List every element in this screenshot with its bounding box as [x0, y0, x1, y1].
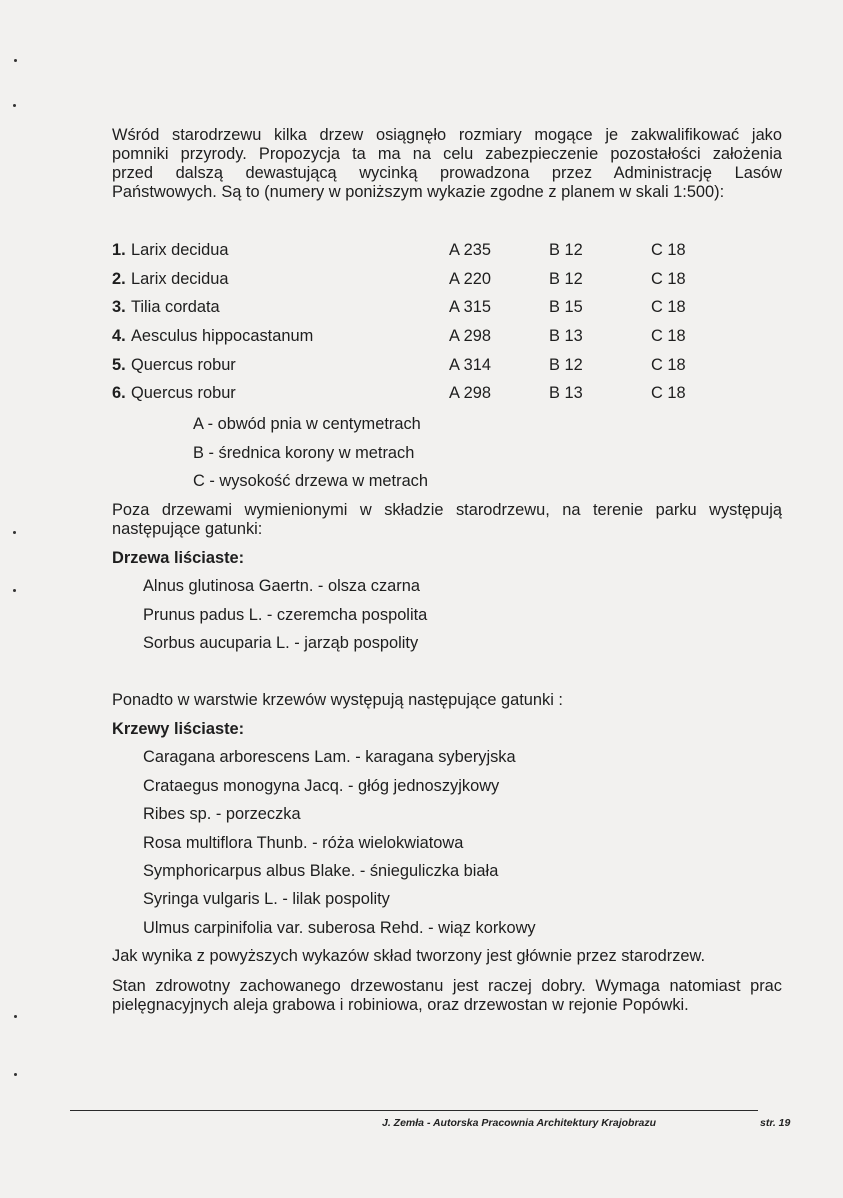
- trunk-circumference: A 235: [449, 241, 491, 259]
- intro-paragraph: [112, 126, 782, 202]
- trunk-circumference: A 298: [449, 327, 491, 346]
- tree-number: 3.: [112, 298, 126, 317]
- tree-species: Aesculus hippocastanum: [131, 327, 314, 346]
- table-row: [112, 240, 712, 269]
- scan-speck: [13, 104, 16, 107]
- legend-item-b: B - średnica korony w metrach: [193, 444, 415, 462]
- trunk-circumference: A 220: [449, 269, 491, 288]
- list-item: Caragana arborescens Lam. - karagana syberyjska: [143, 748, 516, 766]
- other-trees-line: Poza drzewami wymienionymi w składzie starodrzewu, na terenie parku występują: [112, 501, 782, 519]
- other-trees-paragraph: [112, 501, 782, 539]
- legend-item-a: A - obwód pnia w centymetrach: [193, 415, 421, 433]
- tree-number: 1.: [112, 241, 126, 259]
- crown-diameter: B 13: [549, 327, 583, 346]
- table-row: [112, 383, 712, 412]
- tree-height: C 18: [651, 298, 686, 317]
- tree-number: 5.: [112, 355, 126, 374]
- list-item: Syringa vulgaris L. - lilak pospolity: [143, 890, 390, 908]
- deciduous-trees-heading: Drzewa liściaste:: [112, 549, 245, 567]
- intro-line: Państwowych. Są to (numery w poniższym wykazie zgodne z planem w skali 1:500):: [112, 183, 725, 201]
- table-row: [112, 355, 712, 384]
- tree-height: C 18: [651, 269, 686, 288]
- tree-height: C 18: [651, 241, 686, 259]
- list-item: Prunus padus L. - czeremcha pospolita: [143, 606, 428, 624]
- intro-line: pomniki przyrody. Propozycja ta ma na celu zabezpieczenie pozostałości założenia: [112, 145, 782, 163]
- scan-speck: [14, 1015, 17, 1018]
- tree-height: C 18: [651, 384, 686, 403]
- scan-speck: [14, 59, 17, 62]
- intro-line: Wśród starodrzewu kilka drzew osiągnęło rozmiary mogące je zakwalifikować jako: [112, 126, 782, 144]
- list-item: Ulmus carpinifolia var. suberosa Rehd. - wiąz korkowy: [143, 919, 536, 937]
- footer-author: J. Zemła - Autorska Pracownia Architektury Krajobrazu: [382, 1117, 657, 1129]
- conclusion-text: Jak wynika z powyższych wykazów skład tworzony jest głównie przez starodrzew.: [112, 947, 706, 965]
- scan-speck: [13, 589, 16, 592]
- crown-diameter: B 12: [549, 355, 583, 374]
- monument-trees-table: [112, 240, 712, 412]
- condition-line: Stan zdrowotny zachowanego drzewostanu jest raczej dobry. Wymaga natomiast prac: [112, 977, 782, 995]
- list-item: Ribes sp. - porzeczka: [143, 805, 301, 823]
- table-row: [112, 297, 712, 326]
- crown-diameter: B 12: [549, 269, 583, 288]
- scan-speck: [14, 1073, 17, 1076]
- footer-divider: [70, 1110, 758, 1111]
- tree-species: Quercus robur: [131, 384, 236, 403]
- scan-speck: [13, 531, 16, 534]
- table-row: [112, 269, 712, 298]
- list-item: Crataegus monogyna Jacq. - głóg jednoszyjkowy: [143, 777, 500, 795]
- crown-diameter: B 13: [549, 384, 583, 403]
- other-trees-line: następujące gatunki:: [112, 520, 263, 538]
- tree-number: 6.: [112, 384, 126, 403]
- deciduous-shrubs-heading: Krzewy liściaste:: [112, 720, 245, 738]
- intro-line: przed dalszą dewastującą wycinką prowadzona przez Administrację Lasów: [112, 164, 782, 182]
- trunk-circumference: A 315: [449, 298, 491, 317]
- tree-number: 2.: [112, 269, 126, 288]
- trunk-circumference: A 298: [449, 384, 491, 403]
- list-item: Sorbus aucuparia L. - jarząb pospolity: [143, 634, 419, 652]
- table-row: [112, 326, 712, 355]
- page-number: str. 19: [760, 1117, 791, 1129]
- crown-diameter: B 12: [549, 241, 583, 259]
- tree-number: 4.: [112, 327, 126, 346]
- tree-height: C 18: [651, 355, 686, 374]
- list-item: Symphoricarpus albus Blake. - śnieguliczka biała: [143, 862, 499, 880]
- legend-item-c: C - wysokość drzewa w metrach: [193, 472, 428, 490]
- tree-species: Larix decidua: [131, 241, 229, 259]
- tree-height: C 18: [651, 327, 686, 346]
- trunk-circumference: A 314: [449, 355, 491, 374]
- list-item: Alnus glutinosa Gaertn. - olsza czarna: [143, 577, 420, 595]
- condition-line: pielęgnacyjnych aleja grabowa i robiniowa, oraz drzewostan w rejonie Popówki.: [112, 996, 689, 1014]
- tree-species: Larix decidua: [131, 269, 229, 288]
- tree-species: Tilia cordata: [131, 298, 220, 317]
- crown-diameter: B 15: [549, 298, 583, 317]
- condition-paragraph: [112, 977, 782, 1015]
- tree-species: Quercus robur: [131, 355, 236, 374]
- list-item: Rosa multiflora Thunb. - róża wielokwiatowa: [143, 834, 464, 852]
- shrubs-intro: Ponadto w warstwie krzewów występują następujące gatunki :: [112, 691, 563, 709]
